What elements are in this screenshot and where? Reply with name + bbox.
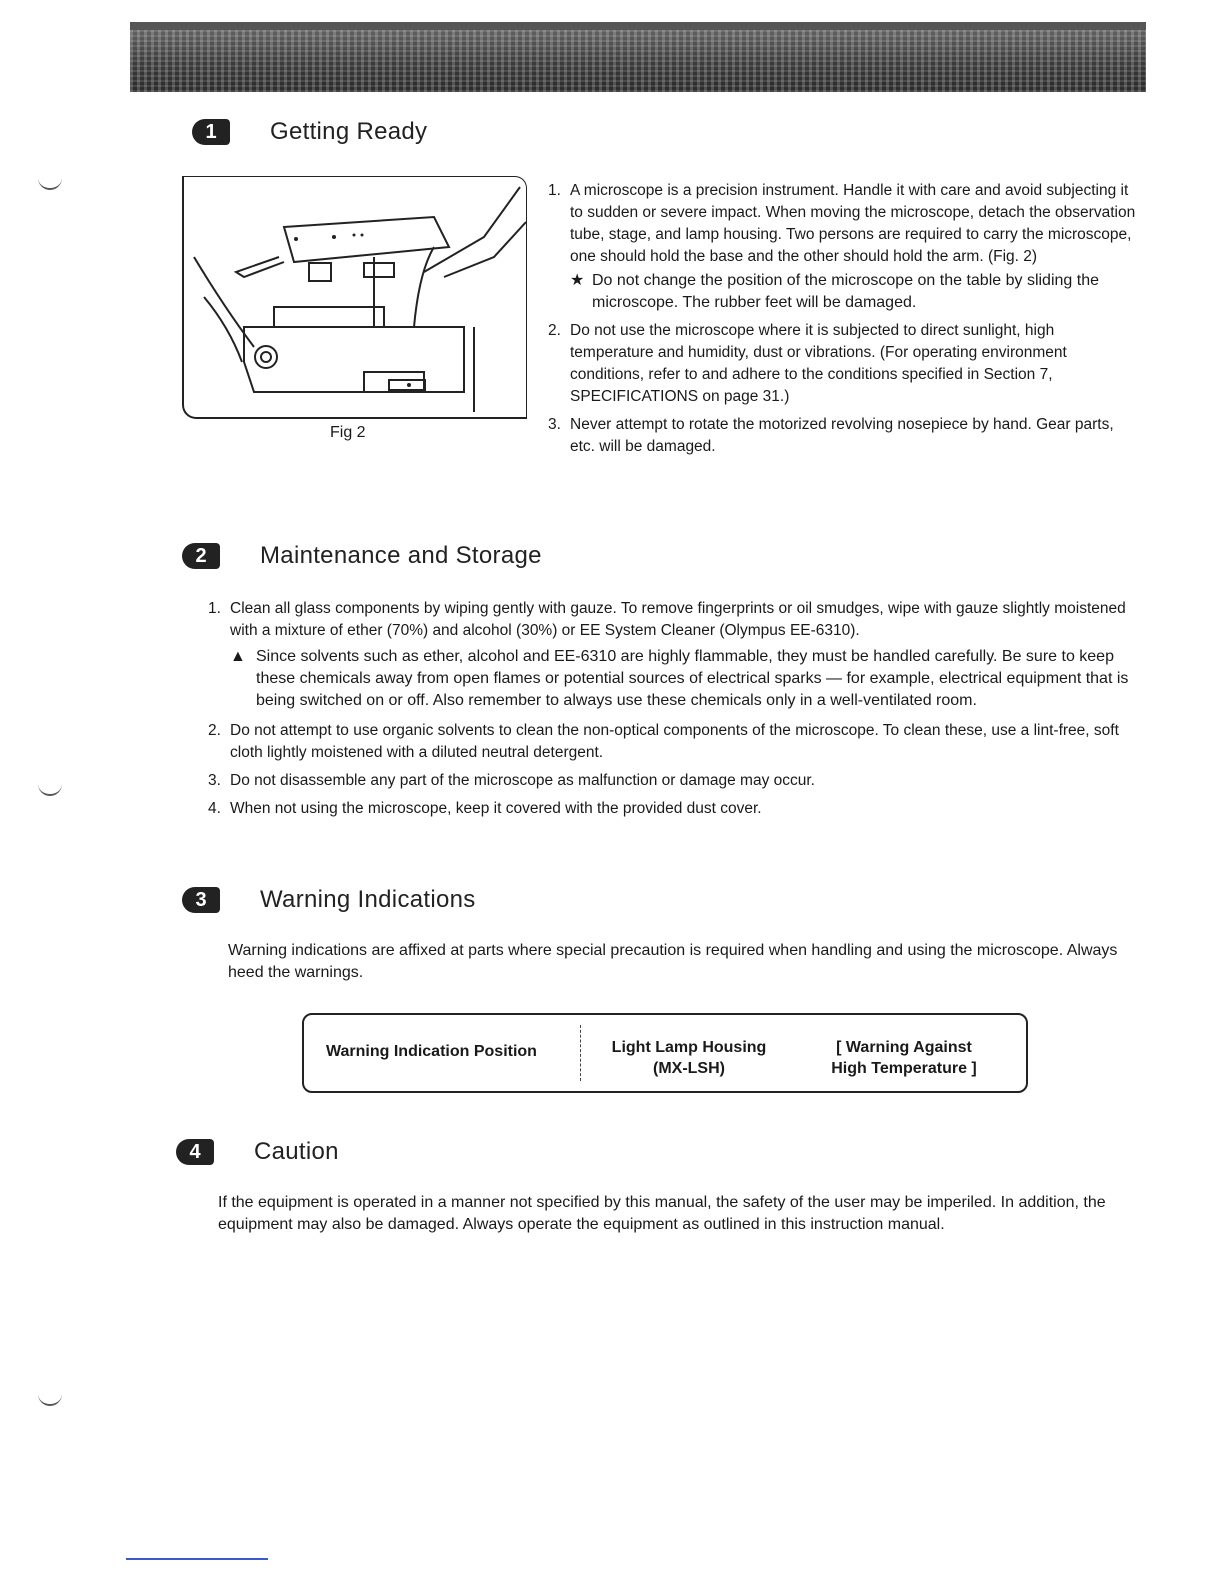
binding-mark: [38, 1392, 62, 1406]
warning-type-cell: [804, 1037, 1004, 1079]
item-text: A microscope is a precision instrument. Handle it with care and avoid subjecting it to sudden or severe impact. When moving the microscope, detach the observation tube, stage, and lamp housing. Two persons are required to carry the microscope, one should hold the base and the other should hold the arm. (Fig. 2): [570, 182, 1136, 265]
section-heading-warning: [182, 886, 476, 914]
caution-text: If the equipment is operated in a manner not specified by this manual, the safety of the user may be imperiled. In addition, the equipment may also be damaged. Always operate the equipment as outlined in this instruction manual.: [218, 1194, 1106, 1233]
item-text: Never attempt to rotate the motorized revolving nosepiece by hand. Gear parts, etc. will be damaged.: [570, 416, 1114, 455]
section-number-badge: 4: [176, 1139, 214, 1165]
section-heading-maintenance: [182, 542, 542, 570]
header-strip: [130, 22, 1146, 30]
maintenance-list: [208, 598, 1136, 820]
item-number: 2.: [208, 722, 221, 739]
section-title: Caution: [254, 1138, 339, 1165]
note-text: Since solvents such as ether, alcohol and EE-6310 are highly flammable, they must be handled carefully. Be sure to keep these chemicals away from open flames or potential sources of electrical sparks — for example, electrical equipment that is being switched on or off. Also remember to always use these chemicals only in a well-ventilated room.: [256, 648, 1129, 709]
item-number: 1.: [548, 182, 561, 199]
section-number-badge: 2: [182, 543, 220, 569]
list-item: [208, 598, 1136, 712]
location-cell: [594, 1037, 784, 1079]
microscope-illustration: [184, 177, 526, 417]
section-number-badge: 1: [192, 119, 230, 145]
item-text: Do not disassemble any part of the microscope as malfunction or damage may occur.: [230, 772, 815, 789]
star-icon: ★: [570, 272, 585, 289]
note-flammable: [230, 646, 1136, 712]
list-item: [548, 414, 1142, 458]
binding-mark: [38, 176, 62, 190]
item-text: Do not attempt to use organic solvents to clean the non-optical components of the microscope. To clean these, use a lint-free, soft cloth lightly moistened with a diluted neutral detergent.: [230, 722, 1119, 761]
location-line: (MX-LSH): [653, 1060, 725, 1077]
item-text: Clean all glass components by wiping gently with gauze. To remove fingerprints or oil smudges, wipe with gauze slightly moistened with a mixture of ether (70%) and alcohol (30%) or EE System Cleaner (Olympus EE-6310).: [230, 600, 1126, 639]
list-item: [548, 320, 1142, 408]
position-label: Warning Indication Position: [326, 1043, 537, 1060]
warning-intro: Warning indications are affixed at parts where special precaution is required when handling and using the microscope. Always heed the warnings.: [228, 942, 1118, 981]
warning-line: High Temperature ]: [831, 1060, 977, 1077]
note-sliding: [570, 270, 1142, 314]
item-number: 2.: [548, 322, 561, 339]
section-title: Maintenance and Storage: [260, 542, 542, 569]
note-text: Do not change the position of the microscope on the table by sliding the microscope. The rubber feet will be damaged.: [592, 272, 1099, 311]
item-number: 3.: [548, 416, 561, 433]
section-title: Getting Ready: [270, 118, 428, 145]
item-number: 4.: [208, 800, 221, 817]
item-number: 1.: [208, 600, 221, 617]
item-text: When not using the microscope, keep it covered with the provided dust cover.: [230, 800, 762, 817]
warning-triangle-icon: ▲: [230, 648, 246, 665]
item-number: 3.: [208, 772, 221, 789]
section-number-badge: 3: [182, 887, 220, 913]
list-item: [208, 720, 1136, 764]
section-heading-caution: [176, 1138, 339, 1166]
warning-indication-table: [302, 1013, 1028, 1093]
binding-mark: [38, 782, 62, 796]
getting-ready-list: [548, 180, 1142, 458]
section-title: Warning Indications: [260, 886, 476, 913]
list-item: [208, 770, 1136, 792]
item-text: Do not use the microscope where it is subjected to direct sunlight, high temperature and humidity, dust or vibrations. (For operating environment conditions, refer to and adhere to the conditions specified in Section 7, SPECIFICATIONS on page 31.): [570, 322, 1067, 405]
warning-line: [ Warning Against: [836, 1039, 972, 1056]
footer-rule: [126, 1558, 268, 1560]
header-banner: [130, 22, 1146, 92]
location-line: Light Lamp Housing: [611, 1039, 767, 1056]
figure-caption: Fig 2: [330, 424, 366, 441]
list-item: [208, 798, 1136, 820]
figure-microscope-carry: [182, 176, 527, 419]
section-heading-getting-ready: [192, 118, 427, 146]
list-item: [548, 180, 1142, 314]
table-divider: [580, 1025, 581, 1081]
